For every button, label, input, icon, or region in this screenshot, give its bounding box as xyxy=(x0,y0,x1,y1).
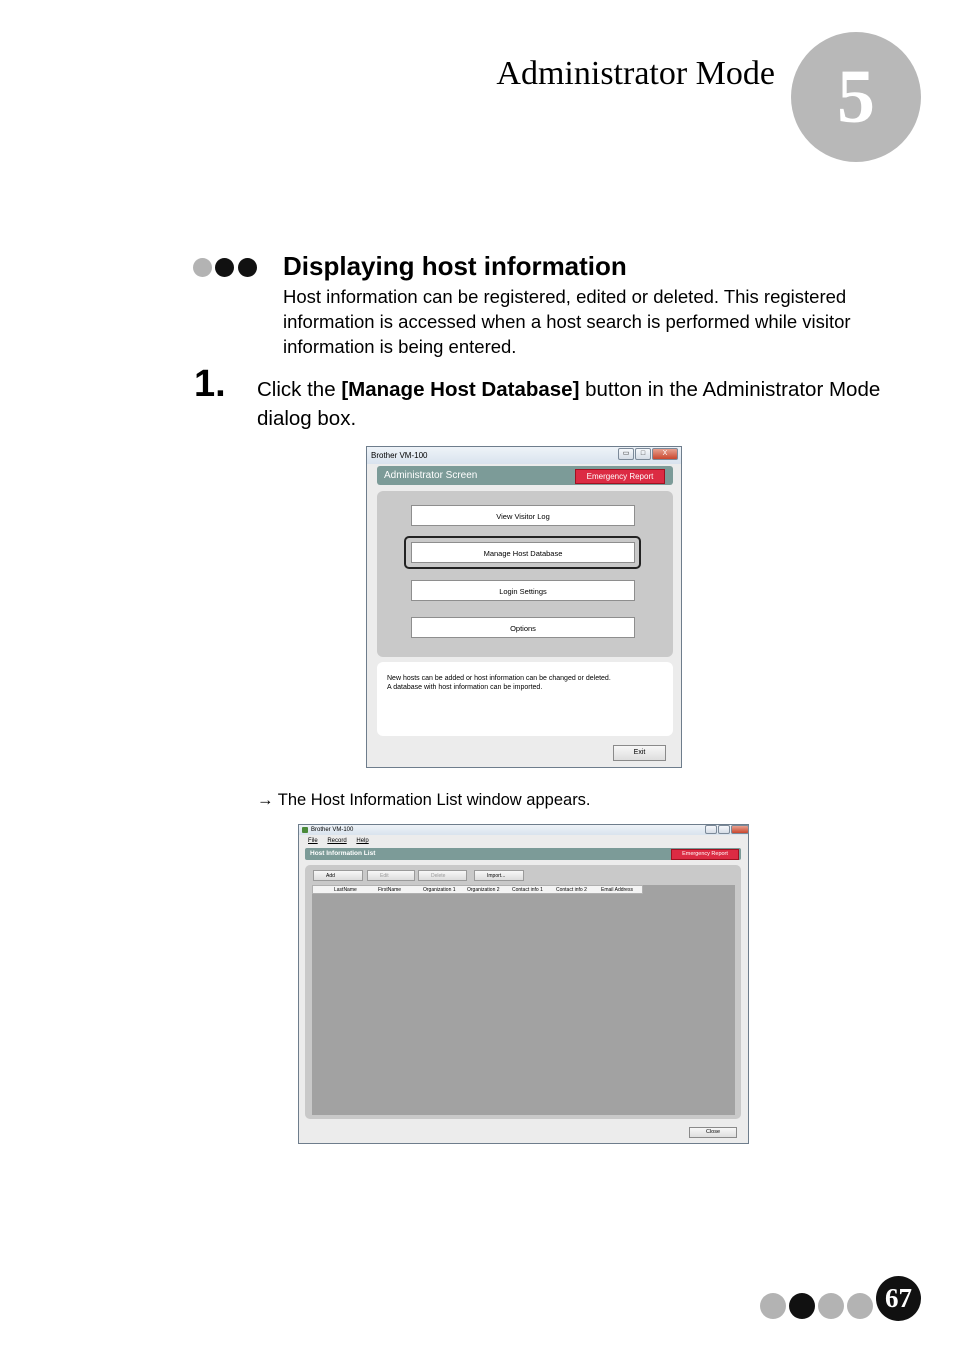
edit-button[interactable]: Edit xyxy=(367,870,415,881)
description-line: New hosts can be added or host information can be changed or deleted. xyxy=(387,675,611,682)
result-text: → The Host Information List window appears. xyxy=(257,791,591,809)
column-header[interactable]: Contact info 1 xyxy=(512,887,543,893)
step-text-before: Click the xyxy=(257,378,342,401)
menu-help[interactable]: Help xyxy=(356,838,369,844)
step-number: 1. xyxy=(194,363,226,405)
step-text-bold: [Manage Host Database] xyxy=(341,378,580,401)
menu-file[interactable]: File xyxy=(308,838,318,844)
section-title: Displaying host information xyxy=(283,251,627,281)
column-header[interactable]: Organization 2 xyxy=(467,887,500,893)
close-button[interactable]: Close xyxy=(689,1127,737,1138)
section-bullet-dot xyxy=(193,258,212,277)
window-title: Brother VM-100 xyxy=(311,827,354,833)
minimize-icon[interactable]: ▭ xyxy=(618,448,634,460)
footer-dot xyxy=(789,1293,815,1319)
column-header[interactable]: FirstName xyxy=(378,887,402,893)
emergency-report-button[interactable]: Emergency Report xyxy=(671,849,739,860)
column-header[interactable]: LastName xyxy=(334,887,357,893)
app-icon xyxy=(302,827,308,833)
import-button[interactable]: Import... xyxy=(474,870,524,881)
delete-button[interactable]: Delete xyxy=(418,870,467,881)
menu-record[interactable]: Record xyxy=(327,838,347,844)
column-header[interactable]: Email Address xyxy=(601,887,633,893)
section-intro: Host information can be registered, edited or deleted. This registered information is accessed when a host search is performed while visitor information is being entered. xyxy=(283,286,851,357)
manage-host-database-button[interactable]: Manage Host Database xyxy=(411,542,635,563)
description-box xyxy=(377,662,673,736)
window-title: Brother VM-100 xyxy=(371,451,428,460)
minimize-icon[interactable] xyxy=(705,825,717,834)
section-bullet-dot xyxy=(238,258,257,277)
exit-button[interactable]: Exit xyxy=(613,745,666,761)
page-number: 67 xyxy=(885,1283,912,1313)
view-visitor-log-button[interactable]: View Visitor Log xyxy=(411,505,635,526)
close-icon[interactable]: X xyxy=(652,448,678,460)
host-information-list-window xyxy=(298,824,749,1144)
window-titlebar xyxy=(367,447,681,464)
administrator-screen-window xyxy=(366,446,682,768)
table-header xyxy=(312,885,643,894)
section-bullet-dot xyxy=(215,258,234,277)
step-instruction xyxy=(257,375,907,433)
footer-dot xyxy=(760,1293,786,1319)
close-icon[interactable] xyxy=(731,825,749,834)
host-list-header-title: Host Information List xyxy=(310,850,376,857)
maximize-icon[interactable] xyxy=(718,825,730,834)
options-button[interactable]: Options xyxy=(411,617,635,638)
chapter-title: Administrator Mode xyxy=(496,55,775,92)
admin-header-title: Administrator Screen xyxy=(384,470,478,481)
login-settings-button[interactable]: Login Settings xyxy=(411,580,635,601)
column-header[interactable]: Organization 1 xyxy=(423,887,456,893)
step-text-after: button in the Administrator Mode dialog box. xyxy=(257,378,881,430)
host-table xyxy=(312,885,735,1115)
column-header[interactable]: Contact info 2 xyxy=(556,887,587,893)
emergency-report-button[interactable]: Emergency Report xyxy=(575,469,665,484)
footer-dot xyxy=(818,1293,844,1319)
footer-dot xyxy=(847,1293,873,1319)
menu-bar xyxy=(299,836,748,846)
window-titlebar xyxy=(299,825,748,835)
description-line: A database with host information can be imported. xyxy=(387,684,543,691)
maximize-icon[interactable]: □ xyxy=(635,448,651,460)
add-button[interactable]: Add xyxy=(313,870,363,881)
host-list-panel xyxy=(305,865,741,1119)
chapter-number: 5 xyxy=(837,55,875,139)
